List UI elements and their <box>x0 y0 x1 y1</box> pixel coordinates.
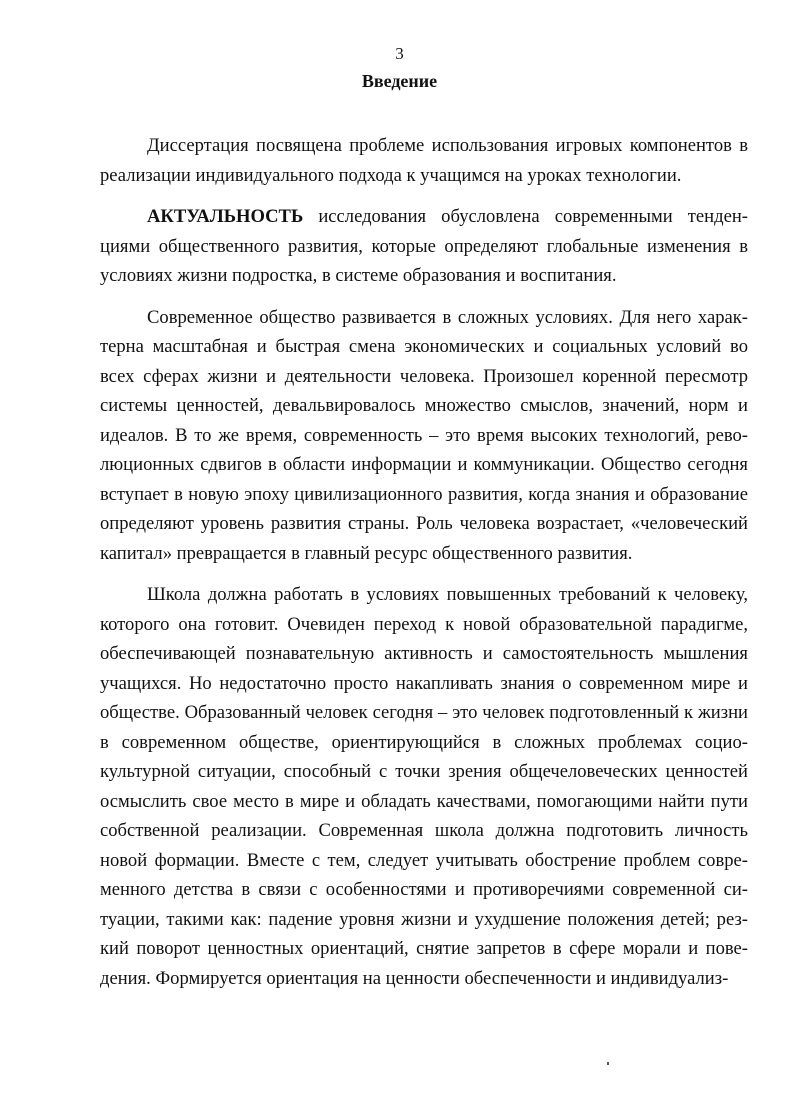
page-title: Введение <box>361 71 438 91</box>
page-number: 3 <box>395 44 404 63</box>
relevance-lead: АКТУАЛЬНОСТЬ <box>147 206 304 227</box>
scan-speck <box>607 1062 609 1065</box>
body-text <box>100 131 748 993</box>
paragraph-society: Современное общество развивается в сложных условиях. Для него характерна масштабная и быстрая смена экономических и социальных условий во всех сферах жизни и деятельности человека. Произошел коренной пересмотр системы ценностей, девальвировалось множество смыслов, значений, норм и идеалов. В то же время, современность – это время высоких технологий, революционных сдвигов в области информации и коммуникации. Общество сегодня вступает в новую эпоху цивилизационного развития, когда знания и образование определяют уровень развития страны. Роль человека возрастает, «человеческий капитал» превращается в главный ресурс общественного развития. <box>100 306 748 564</box>
paragraph-relevance <box>100 202 748 291</box>
relevance-text: исследования обусловлена современными тенденциями общественного развития, которые определяют глобальные изменения в условиях жизни подростка, в системе образования и воспитания. <box>100 206 748 286</box>
paragraph-school: Школа должна работать в условиях повышенных требований к человеку, которого она готовит. Очевиден переход к новой образовательной парадигме, обеспечивающей познавательную активность и самостоятельность мышления учащихся. Но недостаточно просто накапливать знания о современном мире и обществе. Образованный человек сегодня – это человек подготовленный к жизни в современном обществе, ориентирующийся в сложных проблемах социокультурной ситуации, способный с точки зрения общечеловеческих ценностей осмыслить свое место в мире и обладать качествами, помогающими найти пути собственной реализации. Современная школа должна подготовить личность новой формации. Вместе с тем, следует учитывать обострение проблем современного детства в связи с особенностями и противоречиями современной ситуации, такими как: падение уровня жизни и ухудшение положения детей; резкий поворот ценностных ориентаций, снятие запретов в сфере морали и поведения. Формируется ориентация на ценности обеспеченности и индивидуализ- <box>100 584 748 989</box>
paragraph-intro: Диссертация посвящена проблеме использования игровых компонентов в реализации индивидуального подхода к учащимся на уроках технологии. <box>100 135 748 186</box>
